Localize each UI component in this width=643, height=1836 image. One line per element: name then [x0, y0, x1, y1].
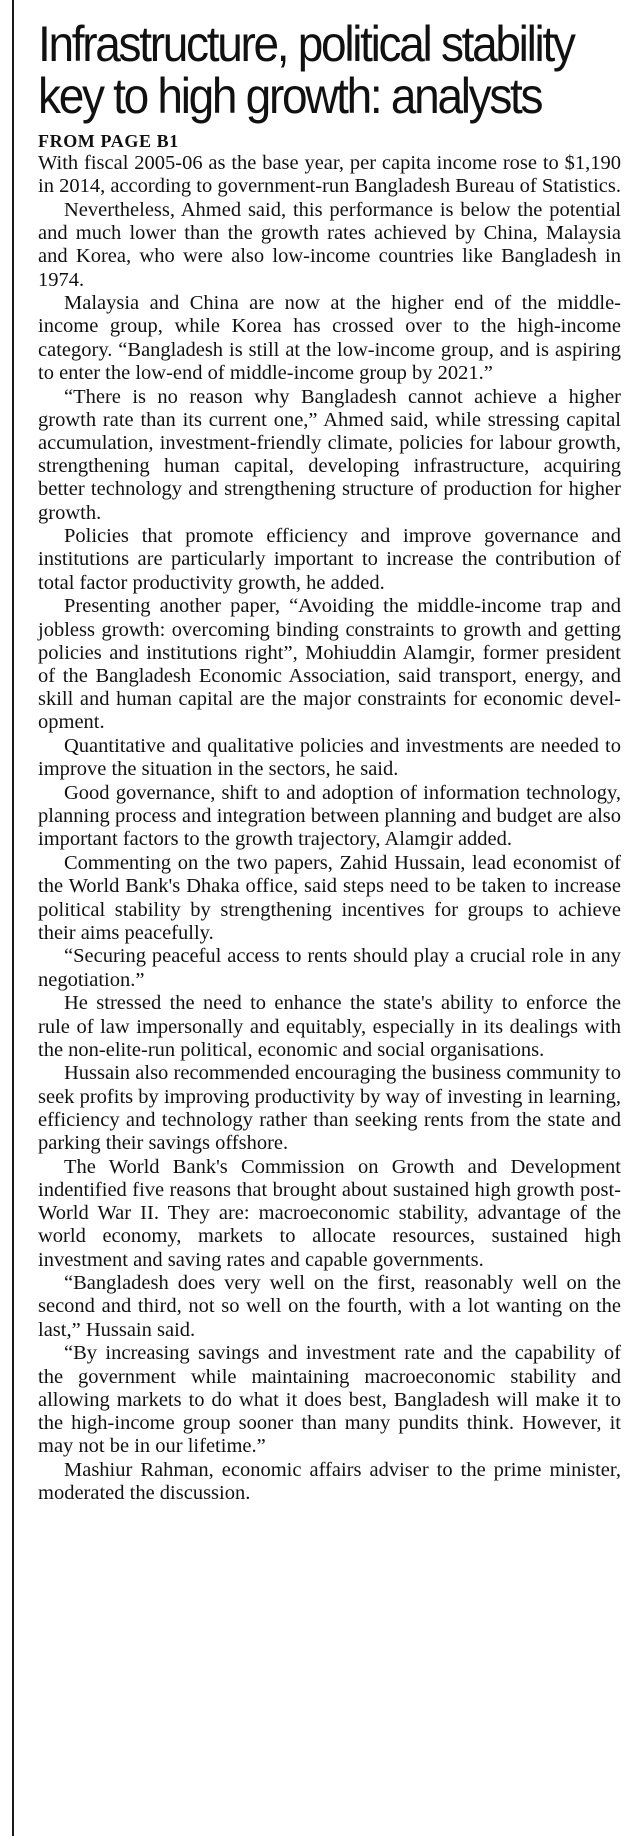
- paragraph: “Securing peaceful access to rents should play a crucial role in any negotiation.”: [38, 945, 621, 991]
- paragraph: Hussain also recommended encouraging the business community to seek profits by improving productivity by way of investing in learning, efficiency and technology rather than seeking rents from the state and parking their savings offshore.: [38, 1062, 621, 1155]
- headline: [38, 18, 627, 122]
- continuation-kicker: FROM PAGE B1: [38, 131, 179, 151]
- article-body: [38, 152, 621, 1505]
- headline-line-1: Infrastructure, political stability: [38, 16, 574, 72]
- paragraph: Presenting another paper, “Avoiding the middle-income trap and jobless growth: overcoming binding constraints to growth and getting policies and institutions right”, Mohiuddin Alamgir, former president of the Bangladesh Economic Association, said transport, energy, and skill and human capital are the major constraints for economic development.: [38, 595, 621, 734]
- paragraph: “There is no reason why Bangladesh cannot achieve a higher growth rate than its current one,” Ahmed said, while stressing capital accumulation, investment-friendly climate, policies for labour growth, strengthening human capital, developing infrastructure, acquiring better technology and strengthening structure of production for higher growth.: [38, 385, 621, 524]
- headline-line-2: key to high growth: analysts: [38, 68, 542, 124]
- paragraph: Nevertheless, Ahmed said, this performance is below the potential and much lower than the growth rates achieved by China, Malaysia and Korea, who were also low-income countries like Bangladesh in 1974.: [38, 198, 621, 291]
- paragraph: “By increasing savings and investment rate and the capability of the government while maintaining macroeconomic stability and allowing markets to do what it does best, Bangladesh will make it to the high-income group sooner than many pundits think. However, it may not be in our lifetime.”: [38, 1342, 621, 1458]
- paragraph: Malaysia and China are now at the higher end of the middle-income group, while Korea has crossed over to the high-income category. “Bangladesh is still at the low-income group, and is aspiring to enter the low-end of middle-income group by 2021.”: [38, 292, 621, 384]
- paragraph: Mashiur Rahman, economic affairs adviser to the prime minister, moderated the discussion.: [38, 1458, 621, 1505]
- paragraph: With fiscal 2005-06 as the base year, per capita income rose to $1,190 in 2014, according to government-run Bangladesh Bureau of Statistics.: [38, 152, 621, 198]
- paragraph: Quantitative and qualitative policies and investments are needed to improve the situation in the sectors, he said.: [38, 735, 621, 781]
- paragraph: The World Bank's Commission on Growth and Development indentified five reasons that brought about sustained high growth post-World War II. They are: macroeconomic stability, advantage of the world economy, markets to allocate resources, sustained high investment and saving rates and capable governments.: [38, 1155, 621, 1271]
- paragraph: “Bangladesh does very well on the first, reasonably well on the second and third, not so well on the fourth, with a lot wanting on the last,” Hussain said.: [38, 1272, 621, 1341]
- paragraph: Policies that promote efficiency and improve governance and institutions are particularly important to increase the contribution of total factor productivity growth, he added.: [38, 525, 621, 594]
- paragraph: Commenting on the two papers, Zahid Hussain, lead economist of the World Bank's Dhaka office, said steps need to be taken to increase political stability by strengthening incentives for groups to achieve their aims peacefully.: [38, 852, 621, 944]
- column-rule: [12, 0, 14, 1836]
- paragraph: Good governance, shift to and adoption of information technology, planning process and integration between planning and budget are also important factors to the growth trajectory, Alamgir added.: [38, 781, 621, 851]
- paragraph: He stressed the need to enhance the state's ability to enforce the rule of law impersonally and equitably, especially in its dealings with the non-elite-run political, economic and social organisations.: [38, 992, 621, 1061]
